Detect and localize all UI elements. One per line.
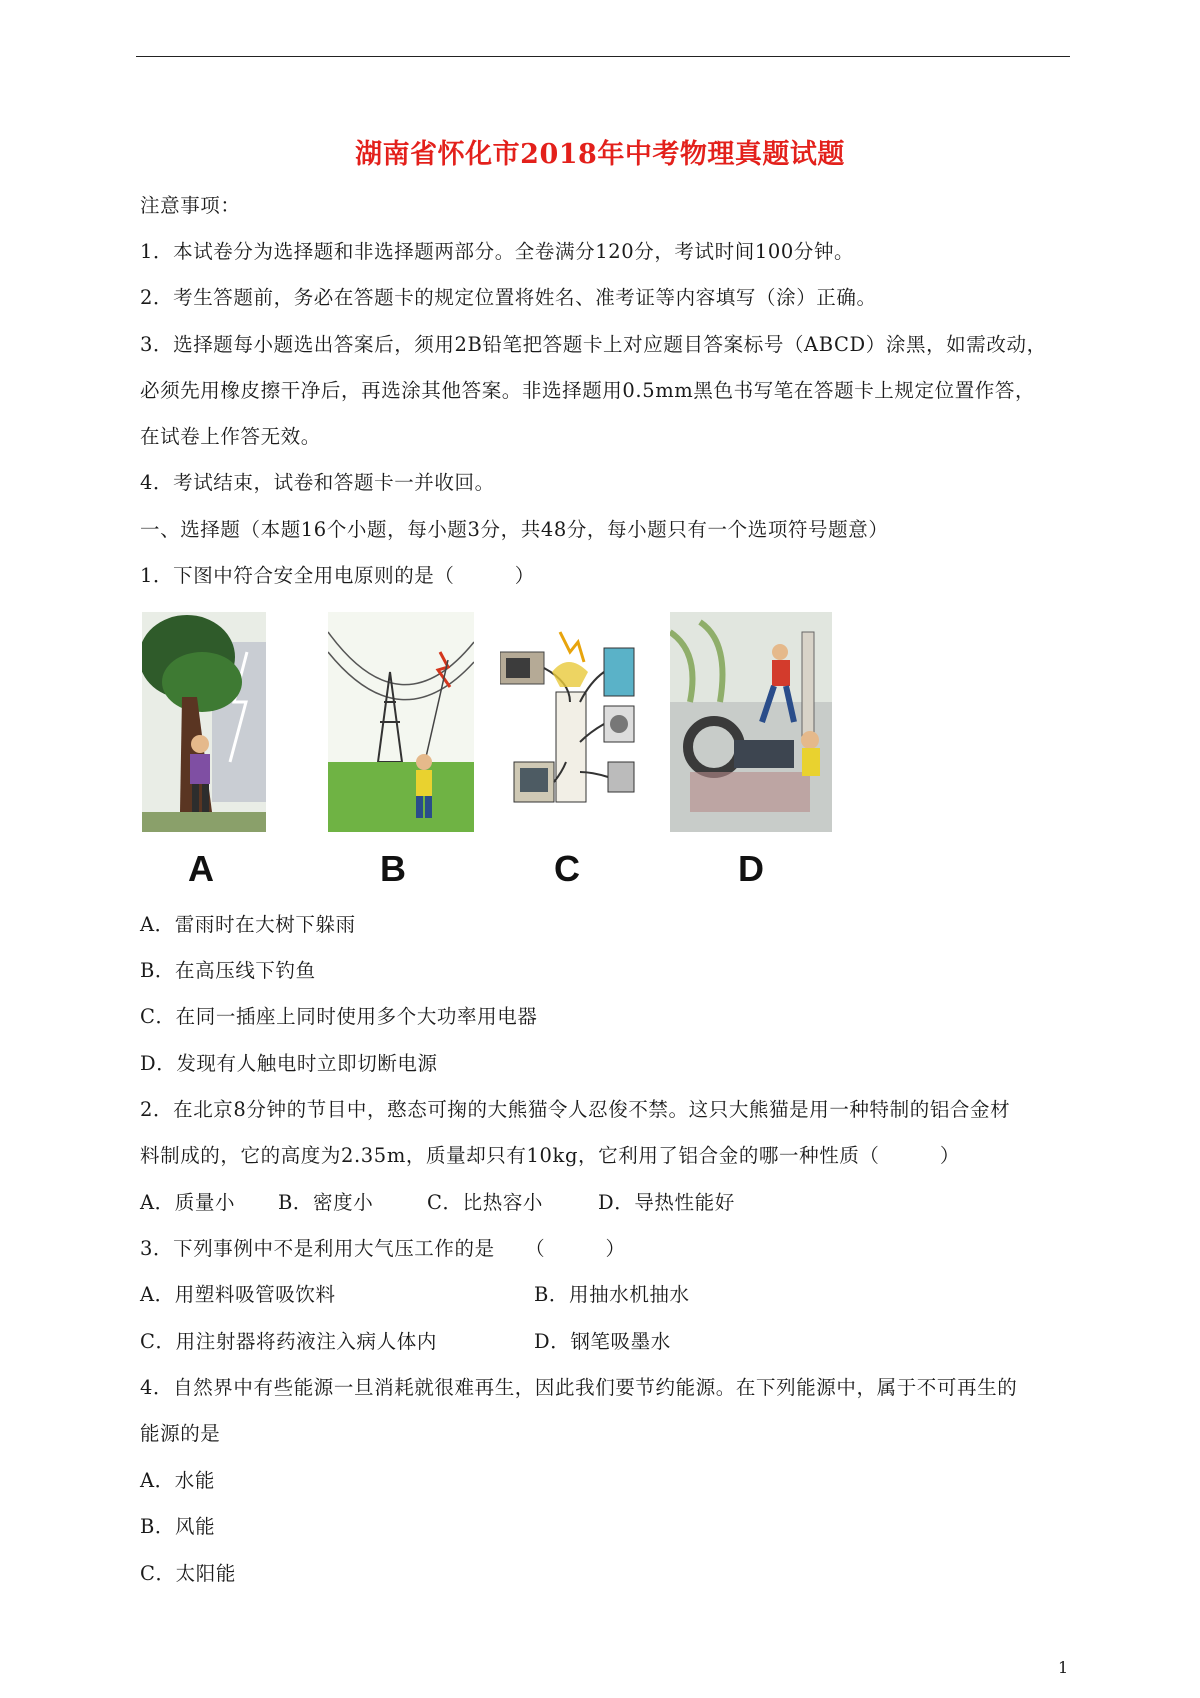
picture-label-a: A [188,848,214,889]
question-1-option: D．发现有人触电时立即切断电源 [140,1052,438,1075]
question-1-stem: 1．下图中符合安全用电原则的是（ ） [140,564,535,587]
question-2-option: D．导热性能好 [598,1191,735,1214]
question-4-option: B．风能 [140,1515,216,1538]
question-4-option: A．水能 [140,1469,215,1492]
notice-item: 2．考生答题前，务必在答题卡的规定位置将姓名、准考证等内容填写（涂）正确。 [140,286,877,309]
question-3-option: D．钢笔吸墨水 [534,1330,671,1353]
notice-item: 4．考试结束，试卷和答题卡一并收回。 [140,471,495,494]
notice-heading: 注意事项： [140,194,241,217]
question-2-option: A．质量小 [140,1191,236,1214]
header-rule [136,56,1070,57]
notice-item: 在试卷上作答无效。 [140,425,321,448]
picture-label-b: B [380,848,406,889]
question-1-option: B．在高压线下钓鱼 [140,959,316,982]
picture-d-cut-power [670,612,832,832]
question-2-stem: 料制成的，它的高度为2.35m，质量却只有10kg，它利用了铝合金的哪一种性质（ ） [140,1144,960,1167]
section-heading: 一、选择题（本题16个小题，每小题3分，共48分，每小题只有一个选项符号题意） [140,518,889,541]
page-number: 1 [1058,1658,1069,1677]
question-3-option: A．用塑料吸管吸饮料 [140,1283,336,1306]
question-1-figure [140,612,920,892]
picture-label-d: D [738,848,764,889]
question-2-option: C．比热容小 [427,1191,544,1214]
notice-item: 3．选择题每小题选出答案后，须用2B铅笔把答题卡上对应题目答案标号（ABCD）涂黑，如需改动， [140,333,1047,356]
question-1-option: C．在同一插座上同时使用多个大功率用电器 [140,1005,538,1028]
picture-a-tree-lightning [142,612,266,832]
question-2-option: B．密度小 [278,1191,374,1214]
picture-b-power-line-fishing [328,612,474,832]
page-title: 湖南省怀化市2018年中考物理真题试题 [355,139,845,170]
question-1-option: A．雷雨时在大树下躲雨 [140,913,356,936]
question-4-option: C．太阳能 [140,1562,236,1585]
question-3-stem: 3．下列事例中不是利用大气压工作的是 （ ） [140,1237,626,1260]
picture-label-c: C [554,848,580,889]
picture-c-overloaded-outlet [500,612,640,832]
notice-item: 必须先用橡皮擦干净后，再选涂其他答案。非选择题用0.5mm黑色书写笔在答题卡上规定位置作答， [140,379,1036,402]
question-2-stem: 2．在北京8分钟的节目中，憨态可掬的大熊猫令人忍俊不禁。这只大熊猫是用一种特制的铝合金材 [140,1098,1011,1121]
question-3-option: B．用抽水机抽水 [534,1283,690,1306]
question-4-stem: 4．自然界中有些能源一旦消耗就很难再生，因此我们要节约能源。在下列能源中，属于不可再生的 [140,1376,1018,1399]
notice-item: 1．本试卷分为选择题和非选择题两部分。全卷满分120分，考试时间100分钟。 [140,240,855,263]
question-3-option: C．用注射器将药液注入病人体内 [140,1330,437,1353]
question-4-stem: 能源的是 [140,1422,221,1445]
